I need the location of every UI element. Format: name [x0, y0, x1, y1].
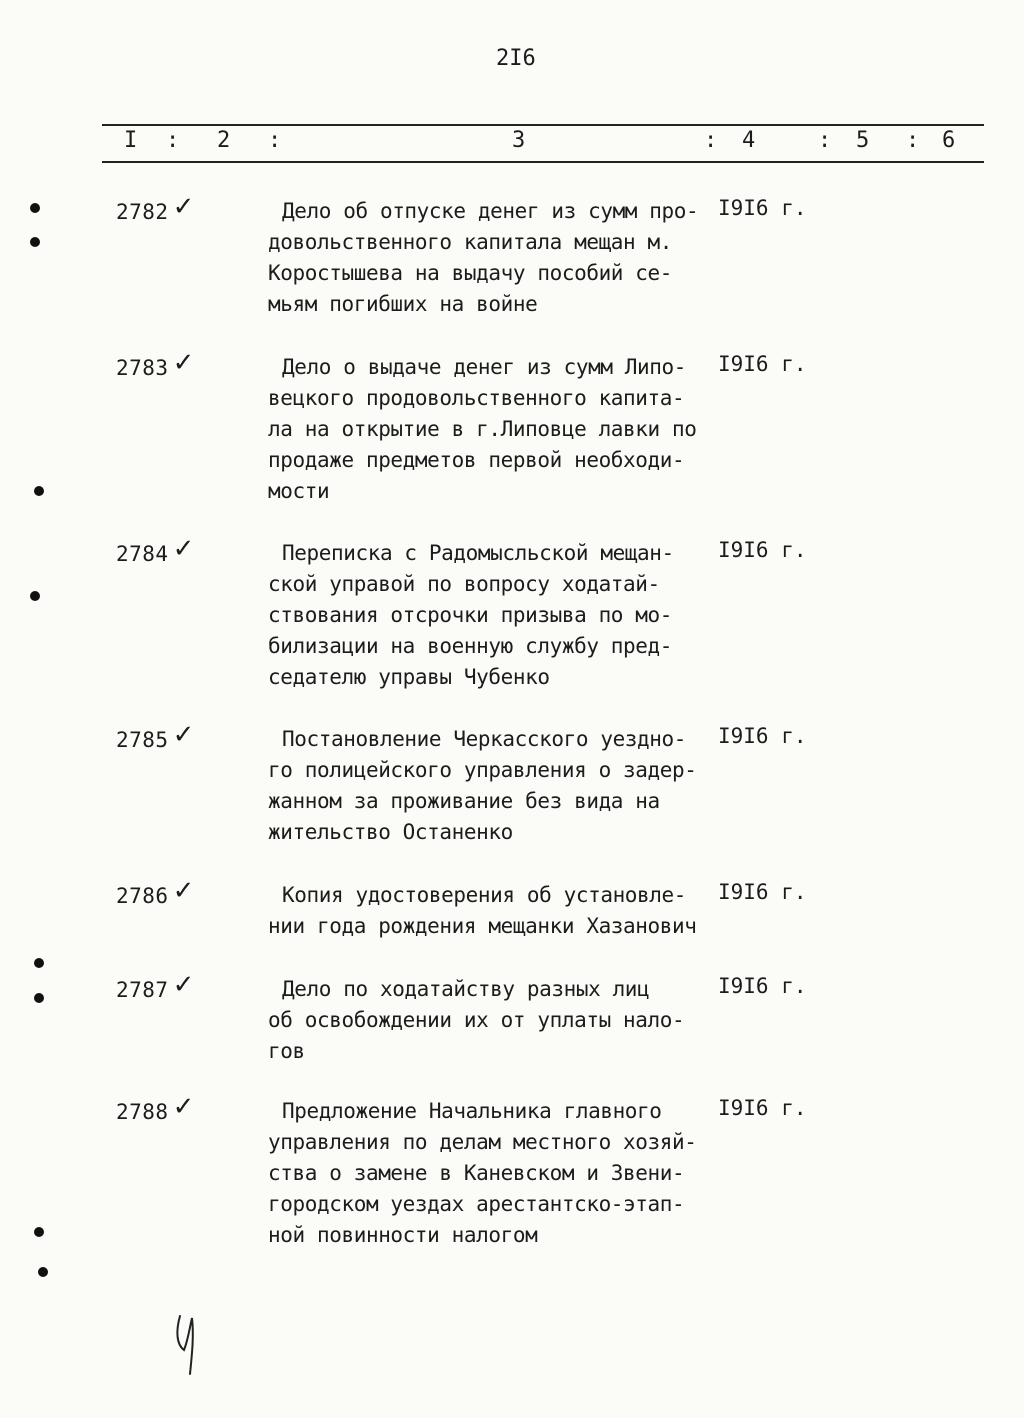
- entry-number: 2786: [116, 884, 169, 908]
- column-header-5: 5: [856, 128, 870, 153]
- entry-number: 2787: [116, 978, 169, 1002]
- binder-hole: [34, 993, 44, 1003]
- description-line: ной повинности налогом: [268, 1223, 538, 1247]
- column-header-6: 6: [942, 128, 956, 153]
- description-line: ской управой по вопросу ходатай-: [268, 572, 660, 596]
- description-line: ла на открытие в г.Липовце лавки по: [268, 417, 697, 441]
- page-number: 2I6: [496, 46, 536, 71]
- description-line: вецкого продовольственного капита-: [268, 386, 685, 410]
- entry-year: I9I6 г.: [718, 880, 807, 904]
- description-line: Переписка с Радомысльской мещан-: [282, 541, 674, 565]
- description-line: Дело об отпуске денег из сумм про-: [282, 199, 699, 223]
- description-line: мьям погибших на войне: [268, 292, 538, 316]
- entry-year: I9I6 г.: [718, 538, 807, 562]
- entry-year: I9I6 г.: [718, 352, 807, 376]
- column-header-3: 3: [512, 128, 526, 153]
- entry-year: I9I6 г.: [718, 724, 807, 748]
- entry-description: [268, 1096, 738, 1251]
- binder-hole: [34, 958, 44, 968]
- description-line: продаже предметов первой необходи-: [268, 448, 685, 472]
- description-line: об освобождении их от уплаты нало-: [268, 1008, 685, 1032]
- column-separator: :: [818, 128, 832, 153]
- entry-description: [268, 196, 738, 320]
- description-line: управления по делам местного хозяй-: [268, 1130, 697, 1154]
- entry-description: [268, 724, 738, 848]
- column-header-1: I: [124, 128, 138, 153]
- binder-hole: [34, 486, 44, 496]
- description-line: Дело по ходатайству разных лиц: [282, 977, 650, 1001]
- checkmark-icon: ✓: [172, 970, 195, 1000]
- checkmark-icon: ✓: [172, 1092, 195, 1122]
- description-line: гов: [268, 1039, 305, 1063]
- table-header-top-rule: [102, 124, 984, 126]
- binder-hole: [30, 591, 40, 601]
- column-header-2: 2: [217, 128, 231, 153]
- column-separator: :: [166, 128, 180, 153]
- description-line: ствования отсрочки призыва по мо-: [268, 603, 673, 627]
- description-line: жанном за проживание без вида на: [268, 789, 660, 813]
- description-line: го полицейского управления о задер-: [268, 758, 697, 782]
- binder-hole: [30, 203, 40, 213]
- description-line: жительство Останенко: [268, 820, 513, 844]
- column-separator: :: [906, 128, 920, 153]
- description-line: довольственного капитала мещан м.: [268, 230, 673, 254]
- description-line: городском уездах арестантско-этап-: [268, 1192, 685, 1216]
- checkmark-icon: ✓: [172, 534, 195, 564]
- handwritten-signature-icon: [170, 1310, 210, 1380]
- binder-hole: [30, 237, 40, 247]
- description-line: Копия удостоверения об установле-: [282, 883, 687, 907]
- column-separator: :: [268, 128, 282, 153]
- description-line: ства о замене в Каневском и Звени-: [268, 1161, 685, 1185]
- column-header-4: 4: [742, 128, 756, 153]
- description-line: билизации на военную службу пред-: [268, 634, 673, 658]
- entry-year: I9I6 г.: [718, 1096, 807, 1120]
- description-line: Предложение Начальника главного: [282, 1099, 662, 1123]
- checkmark-icon: ✓: [172, 720, 195, 750]
- description-line: седателю управы Чубенко: [268, 665, 550, 689]
- entry-description: [268, 974, 738, 1067]
- entry-number: 2783: [116, 356, 169, 380]
- entry-year: I9I6 г.: [718, 974, 807, 998]
- description-line: мости: [268, 479, 330, 503]
- checkmark-icon: ✓: [172, 348, 195, 378]
- entry-description: [268, 352, 738, 507]
- description-line: Постановление Черкасского уездно-: [282, 727, 687, 751]
- entry-number: 2785: [116, 728, 169, 752]
- description-line: Коростышева на выдачу пособий се-: [268, 261, 673, 285]
- entry-number: 2782: [116, 200, 169, 224]
- checkmark-icon: ✓: [172, 192, 195, 222]
- table-header-bottom-rule: [102, 161, 984, 163]
- description-line: Дело о выдаче денег из сумм Липо-: [282, 355, 687, 379]
- description-line: нии года рождения мещанки Хазанович: [268, 914, 697, 938]
- entry-number: 2788: [116, 1100, 169, 1124]
- binder-hole: [34, 1227, 44, 1237]
- entry-description: [268, 538, 738, 693]
- entry-number: 2784: [116, 542, 169, 566]
- column-separator: :: [704, 128, 718, 153]
- checkmark-icon: ✓: [172, 876, 195, 906]
- binder-hole: [38, 1267, 48, 1277]
- entry-description: [268, 880, 738, 942]
- entry-year: I9I6 г.: [718, 196, 807, 220]
